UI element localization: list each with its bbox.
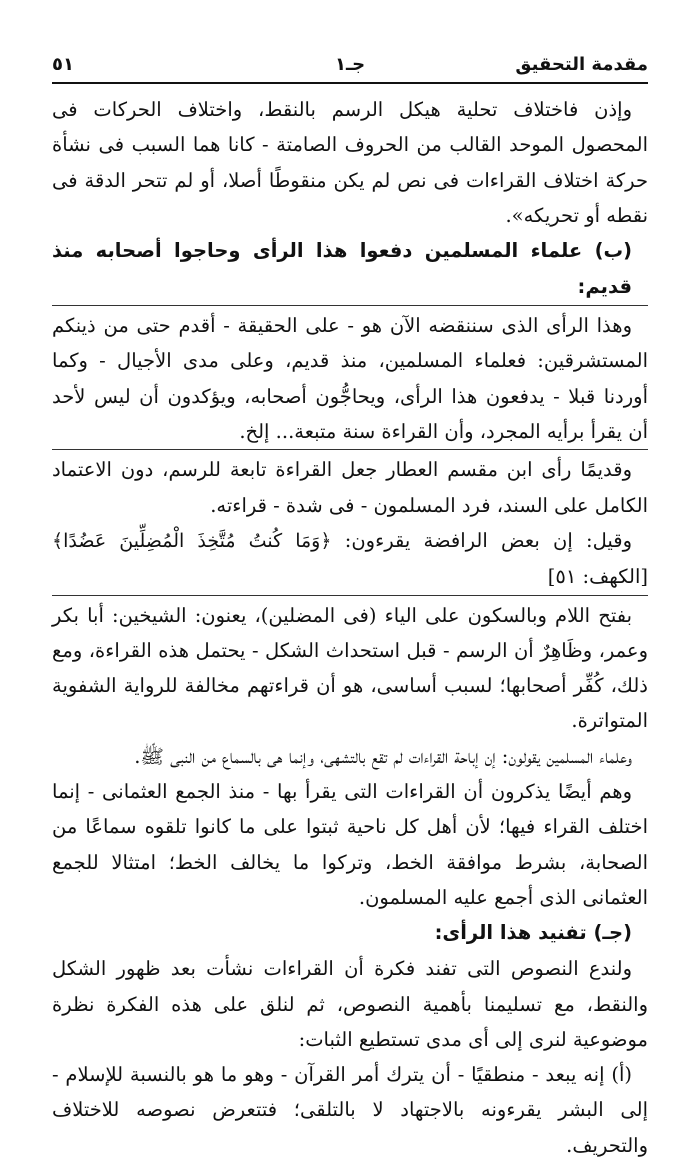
paragraph-6: وعلماء المسلمين يقولون: إن إباحة القراءات لم تقع بالتشهى، وإنما هى بالسماع من النبى ﷺ. — [134, 744, 632, 768]
section-heading-c: (جـ) تفنيد هذا الرأى: — [434, 921, 632, 945]
running-header — [52, 48, 648, 84]
verse-reference: [الكهف: ٥١] — [547, 565, 648, 589]
page-number: ٥١ — [52, 54, 74, 75]
paragraph-9: (أ) إنه يبعد - منطقيًا - أن يترك أمر القرآن - وهو ما هو بالنسبة للإسلام - إلى البشر يقرءونه بالاجتهاد لا بالتلقى؛ فتتعرض نصوصه للاختلاف والتحريف. — [52, 1063, 648, 1157]
volume-number: جـ١ — [334, 54, 366, 75]
book-page — [52, 48, 648, 1163]
paragraph-4 — [52, 523, 648, 595]
paragraph-4-text: وقيل: إن بعض الرافضة يقرءون: — [331, 528, 632, 552]
paragraph-1: وإذن فاختلاف تحلية هيكل الرسم بالنقط، واختلاف الحركات فى المحصول الموحد القالب من الحروف الصامتة - كانا هما السبب فى نشأة حركة اختلاف القراءات فى نص لم يكن منقوطًا أصلا، أو لم تتحر الدقة فى نقطه أو تحريكه». — [52, 98, 648, 227]
paragraph-5: بفتح اللام وبالسكون على الياء (فى المضلين)، يعنون: الشيخين: أبا بكر وعمر، وظَاهِرٌ أن الرسم - قبل استحداث الشكل - يحتمل هذه القراءة، ومع ذلك، كُفِّر أصحابها؛ لسبب أساسى، هو أن قراءتهم مخالفة للرواية الشفوية المتواترة. — [52, 595, 648, 739]
chapter-title: مقدمة التحقيق — [515, 54, 648, 75]
quran-verse: ﴿وَمَا كُنتُ مُتَّخِذَ الْمُضِلِّينَ عَضُدًا﴾ — [52, 529, 332, 552]
paragraph-3: وقديمًا رأى ابن مقسم العطار جعل القراءة تابعة للرسم، دون الاعتماد الكامل على السند، فرد المسلمون - فى شدة - قراءته. — [52, 449, 648, 523]
section-heading-b: (ب) علماء المسلمين دفعوا هذا الرأى وحاجوا أصحابه منذ قديم: — [52, 239, 632, 299]
paragraph-2: وهذا الرأى الذى سننقضه الآن هو - على الحقيقة - أقدم حتى من ذينكم المستشرقين: فعلماء المسلمين، منذ قديم، وعلى مدى الأجيال - وكما أوردنا قبلا - يدفعون هذا الرأى، ويحاجُّون أصحابه، ويؤكدون أن ليس لأحد أن يقرأ برأيه المجرد، وأن القراءة سنة متبعة... إلخ. — [52, 305, 648, 449]
paragraph-7: وهم أيضًا يذكرون أن القراءات التى يقرأ بها - منذ الجمع العثمانى - إنما اختلف القراء فيها؛ لأن أهل كل ناحية ثبتوا على ما كانوا تلقوه سماعًا من الصحابة، بشرط موافقة الخط، وتركوا ما يخالف الخط؛ امتثالا للجمع العثمانى الذى أجمع عليه المسلمون. — [52, 780, 648, 909]
paragraph-8: ولندع النصوص التى تفند فكرة أن القراءات نشأت بعد ظهور الشكل والنقط، مع تسليمنا بأهمية النصوص، ثم لنلق على هذه الفكرة نظرة موضوعية لنرى إلى أى مدى تستطيع الثبات: — [52, 957, 648, 1051]
page-body — [52, 92, 648, 1163]
